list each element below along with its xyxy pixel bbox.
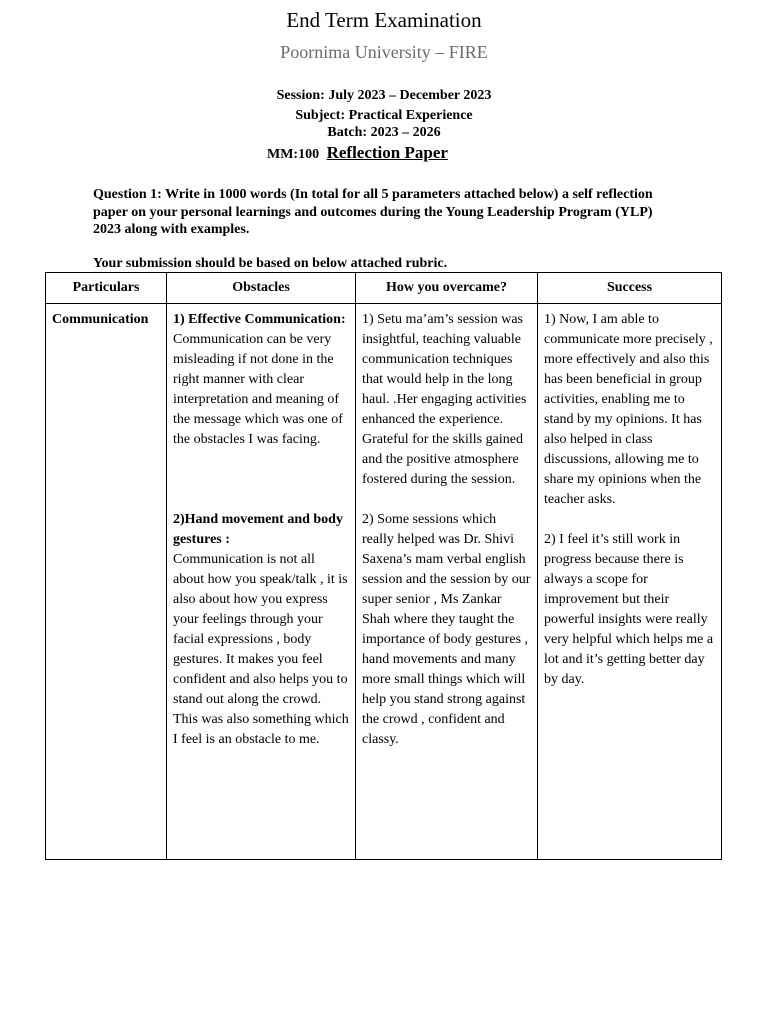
session-line: Session: July 2023 – December 2023 bbox=[276, 88, 492, 103]
obstacle-2-heading: 2)Hand movement and body gestures : bbox=[173, 512, 343, 547]
obstacle-1 bbox=[173, 310, 349, 450]
table-header-row bbox=[46, 273, 722, 304]
particular-cell: Communication bbox=[46, 304, 167, 860]
obstacle-1-text: Communication can be very misleading if not done in the right manner with clear interpretation and meaning of the message which was one of the obstacles I was facing. bbox=[173, 332, 343, 447]
submission-note: Your submission should be based on below attached rubric. bbox=[93, 256, 448, 271]
marks-title-line bbox=[267, 143, 448, 163]
max-marks: MM:100 bbox=[267, 147, 320, 162]
overcame-2: 2) Some sessions which really helped was Dr. Shivi Saxena’s mam verbal english session and the session by our super senior , Ms Zankar Shah where they taught the importance of body gestures , hand movements and many more small things which will help you stand strong against the crowd , confident and classy. bbox=[362, 512, 531, 747]
obstacles-cell bbox=[167, 304, 356, 860]
question-text: Question 1: Write in 1000 words (In total for all 5 parameters attached below) a self reflection paper on your personal learnings and outcomes during the Young Leadership Program (YLP) 2023 along with examples. bbox=[93, 187, 653, 237]
header-particulars: Particulars bbox=[46, 273, 167, 304]
header-success: Success bbox=[538, 273, 722, 304]
batch-line: Batch: 2023 – 2026 bbox=[327, 125, 441, 140]
table-row bbox=[46, 304, 722, 860]
overcame-cell bbox=[356, 304, 538, 860]
success-cell bbox=[538, 304, 722, 860]
university-name: Poornima University – FIRE bbox=[280, 42, 488, 62]
obstacle-2 bbox=[173, 510, 349, 750]
paper-title: Reflection Paper bbox=[326, 143, 448, 162]
subject-line: Subject: Practical Experience bbox=[295, 108, 473, 123]
overcame-1: 1) Setu ma’am’s session was insightful, teaching valuable communication techniques that would help in the long haul. .Her engaging activities enhanced the experience. Grateful for the skills gained and the positive atmosphere fostered during the session. bbox=[362, 312, 527, 487]
success-1: 1) Now, I am able to communicate more precisely , more effectively and also this has been beneficial in group activities, enabling me to stand by my opinions. It has also helped in class discussions, allowing me to share my opinions when the teacher asks. bbox=[544, 312, 713, 507]
obstacle-2-text: Communication is not all about how you speak/talk , it is also about how you express your feelings through your facial expressions , body gestures. It makes you feel confident and also helps you to stand out along the crowd. This was also something which I feel is an obstacle to me. bbox=[173, 552, 349, 747]
exam-title: End Term Examination bbox=[286, 8, 482, 32]
header-how-overcame: How you overcame? bbox=[356, 273, 538, 304]
header-obstacles: Obstacles bbox=[167, 273, 356, 304]
rubric-table bbox=[45, 272, 722, 860]
success-2: 2) I feel it’s still work in progress because there is always a scope for improvement but their powerful insights were really very helpful which helps me a lot and it’s getting better day by day. bbox=[544, 532, 714, 687]
obstacle-1-heading: 1) Effective Communication: bbox=[173, 312, 346, 327]
